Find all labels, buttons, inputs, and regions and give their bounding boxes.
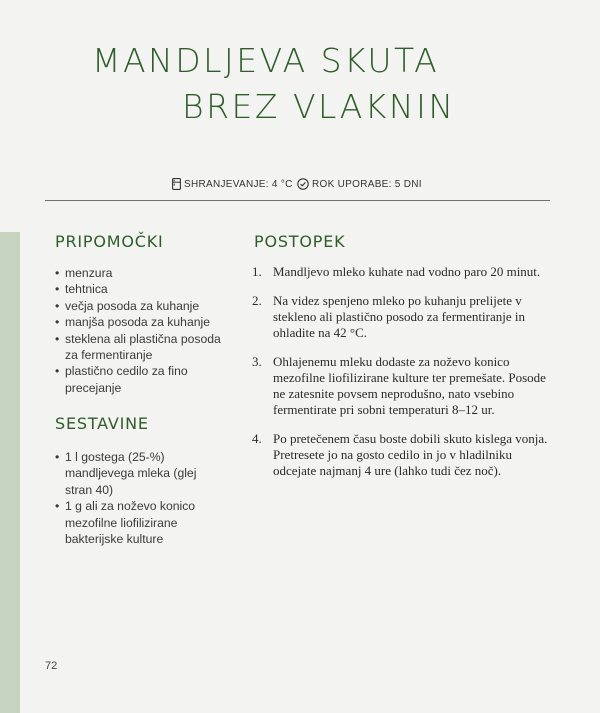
list-item: • večja posoda za kuhanje: [55, 298, 230, 314]
side-color-band: [0, 232, 20, 713]
step-number: 4.: [252, 431, 262, 446]
shelf-life-text: ROK UPORABE: 5 DNI: [312, 178, 422, 190]
storage-text: SHRANJEVANJE: 4 °C: [184, 178, 293, 190]
fridge-icon: [172, 178, 181, 190]
tools-list: [55, 265, 230, 396]
procedure-heading: POSTOPEK: [254, 232, 346, 251]
list-item: • manjša posoda za kuhanje: [55, 314, 230, 330]
list-item: • 1 l gostega (25-%) mandljevega mleka (glej stran 40): [55, 449, 205, 498]
procedure-step: [252, 354, 552, 418]
tools-heading: PRIPOMOČKI: [55, 232, 164, 251]
recipe-meta: [0, 178, 600, 194]
procedure-step: [252, 431, 552, 479]
list-item: • tehtnica: [55, 281, 230, 297]
procedure-steps: [252, 264, 552, 492]
list-item: • menzura: [55, 265, 230, 281]
step-number: 3.: [252, 354, 262, 369]
clock-check-icon: [297, 178, 309, 190]
shelf-life-info: [297, 178, 422, 190]
title-line-1: MANDLJEVA SKUTA: [92, 41, 440, 80]
ingredients-list: [55, 449, 205, 547]
header-divider: [45, 200, 550, 201]
page-number: 72: [45, 660, 58, 672]
procedure-step: [252, 293, 552, 341]
ingredients-heading: SESTAVINE: [55, 414, 149, 433]
step-text: Ohlajenemu mleku dodaste za noževo konico mezofilne liofilizirane kulture ter premešate. Posode ne zatesnite povsem neprodušno, nato vsebino fermentirate pri sobni temperaturi 8–12 ur.: [273, 354, 546, 417]
step-text: Na videz spenjeno mleko po kuhanju prelijete v stekleno ali plastično posodo za fermentiranje in ohladite na 42 °C.: [273, 293, 525, 340]
storage-info: [172, 178, 293, 190]
list-item: • steklena ali plastična posoda za fermentiranje: [55, 331, 230, 364]
step-text: Mandljevo mleko kuhate nad vodno paro 20 minut.: [273, 264, 541, 279]
step-number: 1.: [252, 264, 262, 279]
step-number: 2.: [252, 293, 262, 308]
list-item: • plastično cedilo za fino precejanje: [55, 363, 230, 396]
list-item: • 1 g ali za noževo konico mezofilne liofilizirane bakterijske kulture: [55, 498, 205, 547]
procedure-step: [252, 264, 552, 280]
title-line-2: BREZ VLAKNIN: [182, 87, 456, 126]
step-text: Po pretečenem času boste dobili skuto kislega vonja. Pretresete jo na gosto cedilo in jo v hladilniku odcejate najmanj 4 ure (lahko tudi čez noč).: [273, 431, 548, 478]
